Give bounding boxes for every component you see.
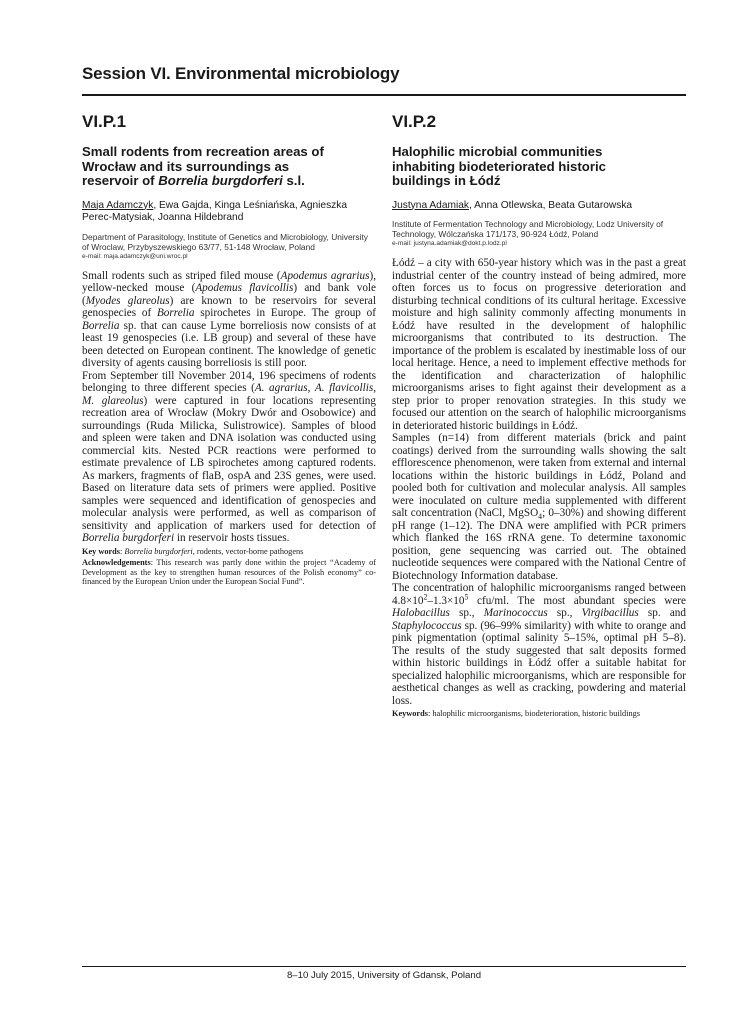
presenting-author: Maja Adamczyk [82,199,154,211]
superscript: 2 [423,591,428,601]
superscript: 5 [464,591,469,601]
acknowledgements [82,558,376,587]
text-run: : halophilic microorganisms, biodeterioration, historic buildings [427,709,641,718]
abstract-vi-p-2 [392,112,686,719]
text-run: –1.3×10 [427,594,465,607]
text-run: in reservoir hosts tissues. [174,532,290,544]
body-paragraph [392,432,686,582]
italic-term: Halobacillus [392,607,450,619]
body-paragraph [392,582,686,707]
italic-term: A. agrarius [254,382,308,394]
co-authors: , Anna Otlewska, Beata Gutarowska [469,199,633,211]
text-run: sp. and [638,607,686,619]
page-footer: 8–10 July 2015, University of Gdansk, Poland [286,970,482,981]
acknowledgements-label: Acknowledgements [82,558,151,567]
italic-term: Myodes glareolus [85,294,170,307]
abstract-body [82,270,376,545]
text-run: spirochetes in Europe. The group of [194,307,376,319]
author-list [82,200,376,225]
text-run: , [307,382,315,394]
text-run: : [120,546,125,556]
affiliation: Department of Parasitology, Institute of Genetics and Microbiology, University of Wroclaw, Przybyszewskiego 63/77, 51-148 Wrocław, Poland [82,231,368,252]
text-run: ), yellow-necked mouse ( [82,269,376,294]
text-run: sp., [547,607,582,619]
text-run: Small rodents such as striped filed mouse ( [82,269,281,282]
acknowledgements-text: : This research was partly done within the project “Academy of Development as the key to strengthen human resources of the Polish economy” co-financed by the European Union under the European Social Fund”. [82,558,376,586]
text-run: , rodents, vector-borne pathogens [192,546,304,556]
text-run: sp. that can cause Lyme borreliosis now consists of at least 19 genospecies (i.e. LB group) and several of these have been detected on European continent. The knowledge of genetic diversity of agents causing borreliosis is still poor. [82,319,376,369]
text-run: From September till November 2014, 196 specimens of rodents belonging to three different species ( [82,369,376,394]
text-run: ) are known to be reservoirs for several genospecies of [82,294,377,319]
italic-term: M. glareolus [82,394,144,407]
abstract-vi-p-1 [82,112,376,587]
text-run: sp. (96–99% similarity) with white to orange and pink pigmentation (optimal salinity 5–15%, optimal pH 5–8). The results of the study suggested that salt deposits formed within historic buildings in Łódź offer a suitable habitat for specialized halophilic microorganisms, which are responsible for aesthetical changes as well as cracking, powdering and material loss. [392,619,686,707]
keywords [392,709,686,719]
contact-email: e-mail: justyna.adamiak@dokt.p.lodz.pl [392,240,507,247]
affiliation: Institute of Fermentation Technology and Microbiology, Lodz University of Technology, Wólczańska 171/173, 90-924 Łódź, Poland [392,219,664,239]
text-run: ) were captured in four locations representing recreation area of Wrocław (Mokry Dwór and Osobowice) and surroundings (Ruda Milicka, Sulistrowice). Samples of blood and spleen were taken and DNA isolation was conducted using commercial kits. Nested PCR reactions were performed to estimate prevalence of LB spirochetes among captured rodents. As markers, fragments of flaB, ospA and 23S genes, were used. Based on literature data sets of primers were applied. Positive samples were sequenced and identification of genospecies and molecular analysis were performed, as well as comparison of sensitivity and application of markers used for detection of [82,394,376,532]
bottom-divider [82,966,686,967]
text-run: Łódź – a city with 650-year history which was in the past a great industrial center of the country instead of being admired, more often forces us to focus on progressive deterioration and disturbing technical conditions of its cultural heritage. Excessive moisture and high salinity commonly affecting monuments in Łódź have resulted in the development of halophilic microorganisms that contributed to its destruction. The importance of the problem is escalated by inestimable loss of our local heritage. Hence, a need to implement effective methods for the identification and characterization of halophilic microorganisms arises to fight against their development as a step prior to proper renovation strategies. In this study we focused our attention on the search of halophilic microorganisms in deteriorated historic buildings in Łódź. [392,257,686,432]
title-suffix: s.l. [282,173,305,188]
text-run: , [373,382,376,394]
keywords-text [120,547,303,556]
italic-term: Borrelia burgdorferi [82,532,175,544]
author-list [392,200,686,213]
contact-email: e-mail: maja.adamczyk@uni.wroc.pl [82,252,188,260]
abstract-id: VI.P.1 [82,112,127,131]
italic-term: Staphylococcus [392,619,462,632]
title-species: Borrelia burgdorferi [158,173,283,188]
co-authors: , Ewa Gajda, Kinga Leśniańska, Agnieszka Perec-Matysiak, Joanna Hildebrand [82,199,348,223]
italic-term: A. flavicollis [314,382,374,394]
text-run: The concentration of halophilic microorganisms ranged between 4.8×10 [392,582,686,607]
text-run: Samples (n=14) from different materials (brick and paint coatings) derived from the surrounding walls showing the salt efflorescence phenomenon, were taken from external and internal locations within the historic buildings in Łódź, Poland and pooled both for cultivation and molecular analysis. All samples were inoculated on culture media supplemented with different salt concentration (NaCl, MgSO [392,432,686,519]
italic-term: Borrelia [82,319,120,332]
keywords-label: Key words [82,546,121,556]
italic-term: Borrelia burgdorferi [124,546,193,556]
keywords-label: Keywords [392,709,428,718]
body-paragraph [82,270,376,370]
abstract-id: VI.P.2 [392,112,437,131]
italic-term: Apodemus flavicollis [195,282,294,294]
title-text: Small rodents from recreation areas of Wrocław and its surroundings as reservoir of [82,144,324,188]
body-paragraph [392,257,686,432]
text-run: ) and bank vole ( [82,282,377,307]
text-run: sp., [449,607,484,619]
abstract-title [82,145,332,189]
top-divider [82,94,686,96]
text-run: ; 0–30%) and showing different pH range (1–12). The DNA were amplified with PCR primers which flanked the 16S rRNA gene. To determine taxonomic position, gene sequencing was carried out. The obtained nucleotide sequences were compared with the National Centre of Biotechnology Information database. [392,507,686,582]
session-title: Session VI. Environmental microbiology [82,64,400,83]
body-paragraph [82,370,376,545]
italic-term: Apodemus agrarius [280,269,370,282]
keywords [82,547,376,557]
abstract-title: Halophilic microbial communities inhabiting biodeteriorated historic buildings in Łódź [392,144,606,188]
italic-term: Virgibacillus [581,607,639,619]
subscript: 4 [538,512,543,522]
italic-term: Marinococcus [483,607,548,619]
presenting-author: Justyna Adamiak [392,199,470,211]
italic-term: Borrelia [156,307,195,319]
text-run: cfu/ml. The most abundant species were [468,594,686,607]
abstract-body [392,257,686,707]
keywords-text [428,709,640,718]
